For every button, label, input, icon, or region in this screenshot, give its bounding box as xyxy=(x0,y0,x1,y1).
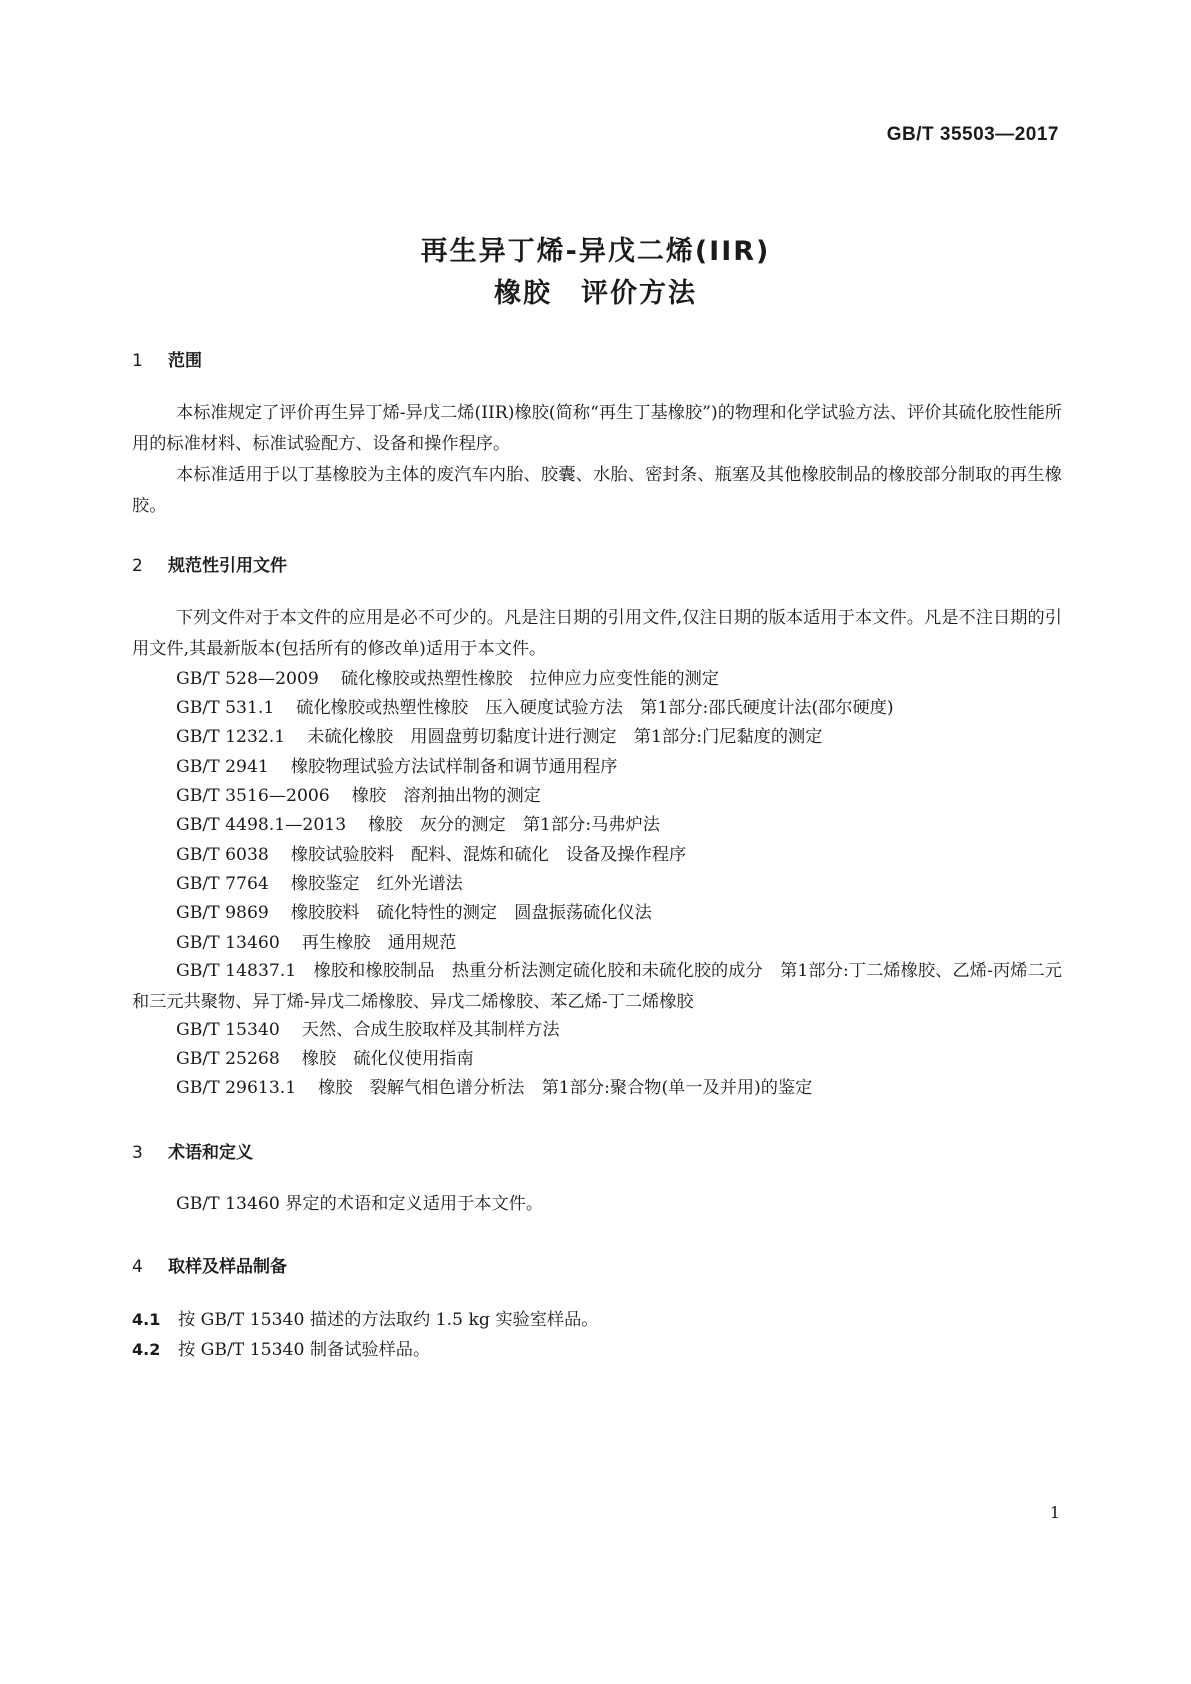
section-title: 术语和定义 xyxy=(168,1143,253,1163)
subsection-number: 4.2 xyxy=(132,1340,161,1359)
reference-code: GB/T 25268 xyxy=(176,1049,280,1069)
section-number: 2 xyxy=(132,556,143,576)
reference-code: GB/T 6038 xyxy=(176,845,269,865)
reference-item xyxy=(176,752,617,783)
reference-title: 橡胶 灰分的测定 第1部分:马弗炉法 xyxy=(368,815,660,835)
section-2-heading xyxy=(132,551,287,576)
reference-code: GB/T 4498.1—2013 xyxy=(176,815,347,835)
section-title: 取样及样品制备 xyxy=(168,1257,287,1277)
section-3-heading xyxy=(132,1138,253,1163)
reference-title: 橡胶试验胶料 配料、混炼和硫化 设备及操作程序 xyxy=(290,845,687,865)
section-title: 规范性引用文件 xyxy=(168,556,287,576)
reference-code: GB/T 7764 xyxy=(176,874,269,894)
reference-item xyxy=(176,1073,812,1104)
standard-code: GB/T 35503—2017 xyxy=(886,124,1059,145)
reference-code: GB/T 528—2009 xyxy=(176,669,319,689)
page-number: 1 xyxy=(1049,1503,1060,1522)
reference-code: GB/T 531.1 xyxy=(176,698,275,718)
reference-code: GB/T 9869 xyxy=(176,903,269,923)
reference-title: 橡胶 硫化仪使用指南 xyxy=(301,1049,474,1069)
section-number: 4 xyxy=(132,1257,143,1277)
reference-item xyxy=(176,810,660,841)
reference-code: GB/T 1232.1 xyxy=(176,727,286,747)
subsection-4-1 xyxy=(132,1304,598,1336)
reference-code: GB/T 29613.1 xyxy=(176,1078,297,1098)
section-1-paragraph-1: 本标准规定了评价再生异丁烯-异戊二烯(IIR)橡胶(简称“再生丁基橡胶”)的物理和化学试验方法、评价其硫化胶性能所用的标准材料、标准试验配方、设备和操作程序。 xyxy=(132,403,1062,454)
reference-title: 再生橡胶 通用规范 xyxy=(301,933,457,953)
reference-item xyxy=(176,869,463,900)
document-title-line-2: 橡胶 评价方法 xyxy=(494,278,697,309)
section-4-heading xyxy=(132,1252,287,1277)
reference-code: GB/T 2941 xyxy=(176,757,269,777)
reference-title: 橡胶 裂解气相色谱分析法 第1部分:聚合物(单一及并用)的鉴定 xyxy=(318,1078,813,1098)
reference-title: 橡胶胶料 硫化特性的测定 圆盘振荡硫化仪法 xyxy=(290,903,652,923)
reference-title: 橡胶 溶剂抽出物的测定 xyxy=(351,786,541,806)
reference-title: 硫化橡胶或热塑性橡胶 拉伸应力应变性能的测定 xyxy=(340,669,719,689)
reference-item-long: GB/T 14837.1 橡胶和橡胶制品 热重分析法测定硫化胶和未硫化胶的成分 第1部分:丁二烯橡胶、乙烯-丙烯二元和三元共聚物、异丁烯-异戊二烯橡胶、异戊二烯橡胶、苯乙烯-丁二烯橡胶 xyxy=(132,961,1062,1012)
reference-title: 硫化橡胶或热塑性橡胶 压入硬度试验方法 第1部分:邵氏硬度计法(邵尔硬度) xyxy=(296,698,894,718)
reference-item xyxy=(176,928,456,959)
reference-code: GB/T 15340 xyxy=(176,1020,280,1040)
reference-item xyxy=(176,664,719,695)
section-1-paragraph-2: 本标准适用于以丁基橡胶为主体的废汽车内胎、胶囊、水胎、密封条、瓶塞及其他橡胶制品的橡胶部分制取的再生橡胶。 xyxy=(132,465,1062,516)
section-title: 范围 xyxy=(168,351,202,371)
reference-title: 橡胶物理试验方法试样制备和调节通用程序 xyxy=(290,757,618,777)
reference-code: GB/T 13460 xyxy=(176,933,280,953)
subsection-text: 按 GB/T 15340 制备试验样品。 xyxy=(178,1340,431,1360)
reference-item xyxy=(176,898,652,929)
reference-item xyxy=(176,1044,474,1075)
section-2-intro: 下列文件对于本文件的应用是必不可少的。凡是注日期的引用文件,仅注日期的版本适用于本文件。凡是不注日期的引用文件,其最新版本(包括所有的修改单)适用于本文件。 xyxy=(132,608,1062,659)
reference-item xyxy=(176,693,894,724)
reference-title: 天然、合成生胶取样及其制样方法 xyxy=(301,1020,560,1040)
section-3-paragraph: GB/T 13460 界定的术语和定义适用于本文件。 xyxy=(176,1194,544,1214)
section-number: 3 xyxy=(132,1143,143,1163)
reference-item xyxy=(176,1015,560,1046)
reference-code: GB/T 3516—2006 xyxy=(176,786,330,806)
reference-item xyxy=(176,781,541,812)
subsection-number: 4.1 xyxy=(132,1310,161,1329)
reference-item xyxy=(176,722,822,753)
subsection-text: 按 GB/T 15340 描述的方法取约 1.5 kg 实验室样品。 xyxy=(178,1310,599,1330)
reference-item xyxy=(176,840,686,871)
subsection-4-2 xyxy=(132,1334,430,1366)
section-number: 1 xyxy=(132,351,143,371)
reference-title: 橡胶鉴定 红外光谱法 xyxy=(290,874,463,894)
reference-title: 未硫化橡胶 用圆盘剪切黏度计进行测定 第1部分:门尼黏度的测定 xyxy=(307,727,823,747)
document-title-line-1: 再生异丁烯-异戊二烯(IIR) xyxy=(420,236,771,267)
section-1-heading xyxy=(132,346,202,371)
